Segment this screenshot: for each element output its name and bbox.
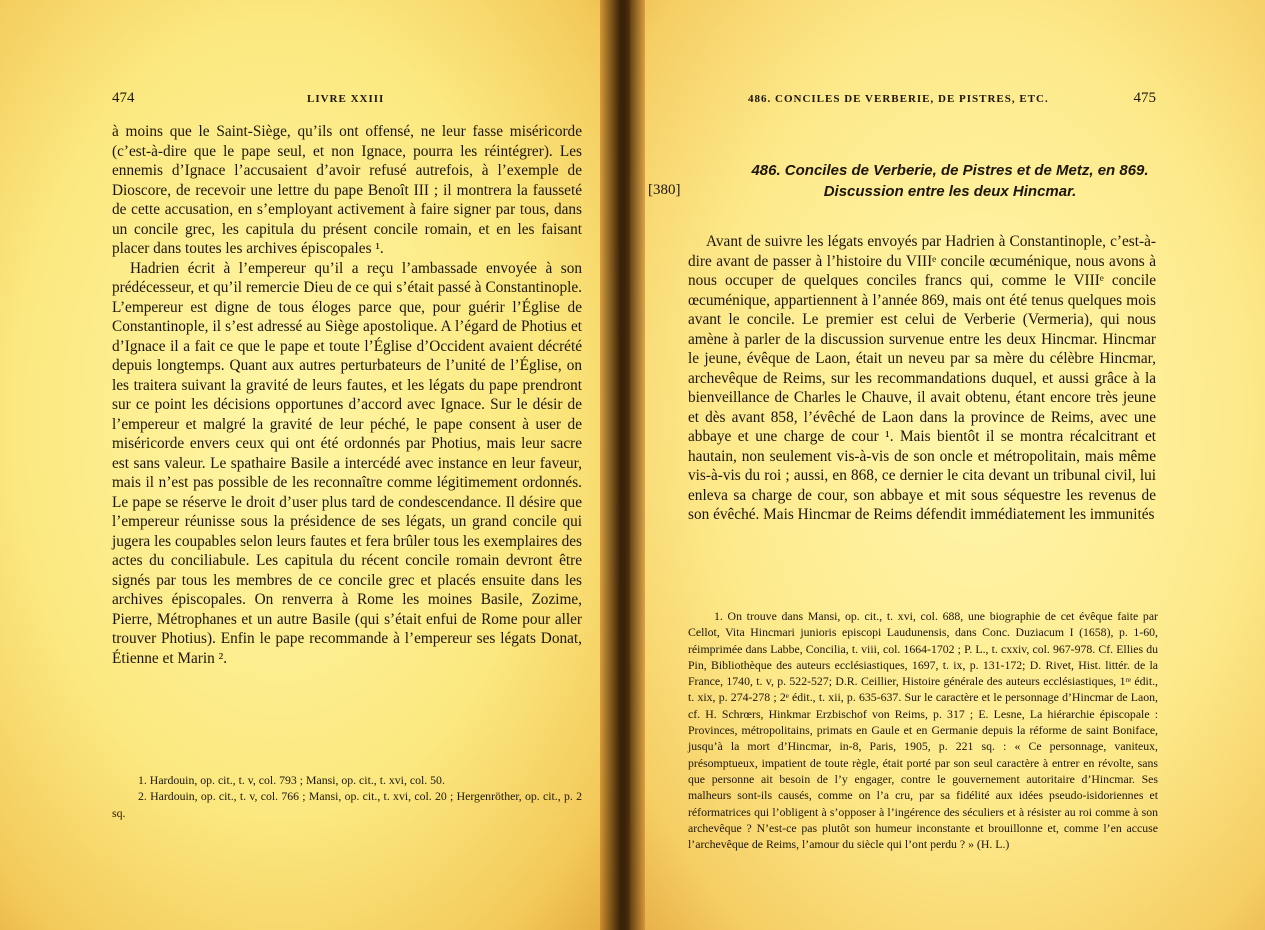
section-heading-line-1: 486. Conciles de Verberie, de Pistres et de Metz, en 869.	[751, 162, 1149, 179]
left-footnotes	[112, 772, 582, 821]
section-heading-line-2: Discussion entre les deux Hincmar.	[823, 183, 1077, 200]
right-page-number: 475	[1133, 90, 1156, 106]
margin-page-reference: [380]	[648, 182, 681, 198]
right-footnotes	[688, 608, 1158, 852]
left-paragraph-2: Hadrien écrit à l’empereur qu’il a reçu l’ambassade envoyée à son prédécesseur, et qu’il remercie Dieu de ce qui s’était passé à Constantinople. L’empereur est digne de tous éloges parce que, pour guérir l’Église de Constantinople, il s’est adressé au Siège apostolique. A l’égard de Photius et d’Ignace il a fait ce que le pape et toute l’Église d’Occident avaient décrété depuis longtemps. Quant aux autres perturbateurs de l’unité de l’Église, on les traitera suivant la gravité de leurs fautes, et les légats du pape prendront sur ce point les décisions opportunes d’accord avec Ignace. Sur le désir de l’empereur et malgré la gravité de leur péché, le pape consent à user de miséricorde envers ceux qui ont été ordonnés par Photius, mais leur sacre est sans valeur. Le spathaire Basile a intercédé avec instance en leur faveur, mais il n’est pas possible de les reconnaître comme légitimement ordonnés. Le pape se réserve le droit d’user plus tard de condescendance. Il désire que l’empereur réunisse sous la présidence de ses légats, un grand concile qui jugera les coupables selon leurs fautes et fera brûler tous les exemplaires des actes du conciliabule. Les capitula du récent concile romain devront être signés par tous les membres de ce concile grec et placés ensuite dans les archives épiscopales. On renverra à Rome les moines Basile, Zozime, Pierre, Métrophanes et un autre Basile (qui s’était enfui de Rome pour aller trouver Photius). Enfin le pape recommande à l’empereur ses légats Donat, Étienne et Marin ².	[112, 259, 582, 667]
left-page	[0, 0, 620, 930]
left-body-text	[112, 122, 582, 668]
right-paragraph-1: Avant de suivre les légats envoyés par Hadrien à Constantinople, c’est-à-dire avant de passer à l’histoire du VIIIᵉ concile œcuménique, nous avons à nous occuper de quelques conciles francs qui, comme le VIIIᵉ concile œcuménique, appartiennent à l’année 869, mais ont été tenus quelques mois avant le concile. Le premier est celui de Verberie (Vermeria), qui nous amène à parler de la discussion survenue entre les deux Hincmar. Hincmar le jeune, évêque de Laon, était un neveu par sa mère du célèbre Hincmar, archevêque de Reims, sur les recommandations duquel, et aussi grâce à la bienveillance de Charles le Chauve, il avait obtenu, étant encore très jeune et dès avant 858, l’évêché de Laon dans la province de Reims, avec une abbaye et une charge de cour ¹. Mais bientôt il se montra récalcitrant et hautain, non seulement vis-à-vis de son oncle et métropolitain, mais même vis-à-vis du roi ; aussi, en 868, ce dernier le cita devant un tribunal civil, lui enleva sa charge de cour, son abbaye et mit sous séquestre les revenus de son évêché. Mais Hincmar de Reims défendit immédiatement les immunités	[688, 233, 1156, 523]
right-page	[630, 0, 1265, 930]
right-footnote-1: 1. On trouve dans Mansi, op. cit., t. xvi, col. 688, une biographie de cet évêque faite par Cellot, Vita Hincmari junioris episcopi Laudunensis, dans Conc. Duziacum I (1658), p. 1-60, réimprimée dans Labbe, Concilia, t. viii, col. 1664-1702 ; P. L., t. cxxiv, col. 967-978. Cf. Ellies du Pin, Bibliothèque des auteurs ecclésiastiques, 1697, t. ix, p. 131-172; D. Rivet, Hist. littér. de la France, 1740, t. v, p. 522-527; D.R. Ceillier, Histoire générale des auteurs ecclésiastiques, 1ʳᵉ édit., t. xix, p. 274-278 ; 2ᵉ édit., t. xii, p. 635-637. Sur le caractère et le personnage d’Hincmar de Laon, cf. H. Schrœrs, Hinkmar Erzbischof von Reims, p. 317 ; E. Lesne, La hiérarchie épiscopale : Provinces, métropolitains, primats en Gaule et en Germanie depuis la réforme de saint Boniface, jusqu’à la mort d’Hincmar, in-8, Paris, 1905, p. 221 sq. : « Ce personnage, vaniteux, présomptueux, impatient de toute règle, était porté par son seul caractère à entrer en révolte, sans que personne ait besoin de l’y engager, contre le gouvernement autoritaire d’Hincmar. Ses malheurs sont-ils causés, comme on l’a cru, par sa fidélité aux idées pseudo-isidoriennes et réformatrices qui l’obligent à s’opposer à l’ingérence des séculiers et à résister au roi comme à son archevêque ? N’est-ce pas plutôt son humeur inconstante et brouillonne et, comme l’en accuse l’archevêque de Reims, l’amour du siècle qui l’ont perdu ? » (H. L.)	[688, 609, 1158, 852]
book-gutter	[600, 0, 645, 930]
left-footnote-2: 2. Hardouin, op. cit., t. v, col. 766 ; Mansi, op. cit., t. xvi, col. 20 ; Hergenröther, op. cit., p. 2 sq.	[112, 789, 582, 820]
left-page-number: 474	[112, 90, 135, 106]
right-body-text	[688, 232, 1156, 525]
section-heading	[700, 160, 1200, 202]
left-paragraph-1: à moins que le Saint-Siège, qu’ils ont offensé, ne leur fasse miséricorde (c’est-à-dire que le pape seul, et non Ignace, pourra les réintégrer). Les ennemis d’Ignace l’accusaient d’avoir refusé autrefois, à l’exemple de Dioscore, de recevoir une lettre du pape Benoît III ; il montrera la fausseté de cette accusation, en s’employant activement à faire signer par tous, dans un concile grec, les capitula du présent concile romain, et en les faisant placer dans toutes les archives épiscopales ¹.	[112, 123, 582, 257]
left-footnote-1: 1. Hardouin, op. cit., t. v, col. 793 ; Mansi, op. cit., t. xvi, col. 50.	[138, 773, 445, 787]
left-running-title: LIVRE XXIII	[307, 93, 385, 105]
right-running-title: 486. CONCILES DE VERBERIE, DE PISTRES, ETC.	[748, 93, 1049, 105]
